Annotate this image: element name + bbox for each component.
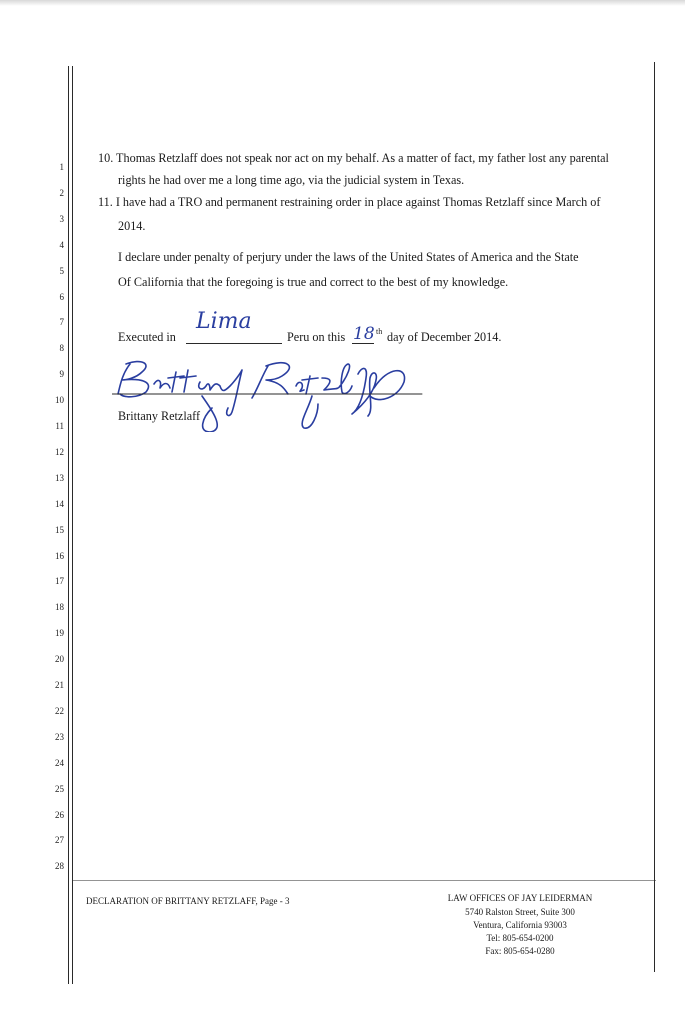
day-suffix: th <box>376 327 383 336</box>
line-number: 1 <box>59 162 64 172</box>
line-number: 23 <box>55 731 64 742</box>
line-number: 13 <box>55 472 64 483</box>
item-11-line-2: 2014. <box>118 219 146 233</box>
line-number: 12 <box>55 446 64 457</box>
line-number: 25 <box>55 783 64 794</box>
left-margin-rule-inner <box>72 66 73 984</box>
handwritten-city: Lima <box>196 309 252 334</box>
peru-on-this-label: Peru on this <box>287 330 346 344</box>
city-blank-line <box>186 343 282 344</box>
line-number: 28 <box>55 861 64 872</box>
line-number: 11 <box>55 421 64 431</box>
footer-caption: DECLARATION OF BRITTANY RETZLAFF, Page - 3 <box>86 896 290 906</box>
line-number: 7 <box>59 317 64 328</box>
line-number: 10 <box>55 395 64 406</box>
signer-name: Brittany Retzlaff <box>118 409 201 423</box>
line-number: 24 <box>55 757 64 768</box>
line-number: 3 <box>59 213 64 224</box>
line-number: 14 <box>55 498 64 509</box>
item-10-line-1: 10. Thomas Retzlaff does not speak nor act on my behalf. As a matter of fact, my father lost any parental <box>98 151 609 165</box>
left-margin-rule-outer <box>68 66 69 984</box>
executed-in-label: Executed in <box>118 330 176 344</box>
footer-rule <box>72 880 656 881</box>
line-number: 8 <box>59 343 64 354</box>
line-number: 27 <box>55 835 64 846</box>
line-number: 15 <box>55 524 64 535</box>
declaration-line-1: I declare under penalty of perjury under the laws of the United States of America and the State <box>118 250 579 264</box>
line-number: 9 <box>59 369 64 380</box>
line-number: 4 <box>59 239 64 250</box>
firm-address-1: 5740 Ralston Street, Suite 300 <box>465 907 575 917</box>
day-of-december: day of December 2014. <box>387 330 502 344</box>
line-number: 22 <box>55 705 64 716</box>
handwritten-day: 18 <box>353 324 375 344</box>
item-10-line-2: rights he had over me a long time ago, via the judicial system in Texas. <box>118 173 465 187</box>
declaration-line-2: Of California that the foregoing is true and correct to the best of my knowledge. <box>118 275 509 289</box>
firm-address-2: Ventura, California 93003 <box>473 920 567 930</box>
firm-tel: Tel: 805-654-0200 <box>486 933 554 943</box>
firm-name: LAW OFFICES OF JAY LEIDERMAN <box>447 893 593 903</box>
right-margin-rule <box>654 62 655 972</box>
line-number: 26 <box>55 809 64 820</box>
line-number: 6 <box>59 291 64 302</box>
item-11-line-1: 11. I have had a TRO and permanent restraining order in place against Thomas Retzlaff since March of <box>98 195 601 209</box>
scan-edge <box>0 0 685 6</box>
line-number: 20 <box>55 654 64 665</box>
line-number: 5 <box>59 265 64 276</box>
line-number: 17 <box>55 576 64 587</box>
line-number: 21 <box>55 680 64 690</box>
firm-fax: Fax: 805-654-0280 <box>485 946 555 956</box>
line-number: 2 <box>59 187 64 198</box>
line-number: 19 <box>55 628 64 639</box>
line-number: 16 <box>55 550 64 561</box>
line-number: 18 <box>55 602 64 613</box>
